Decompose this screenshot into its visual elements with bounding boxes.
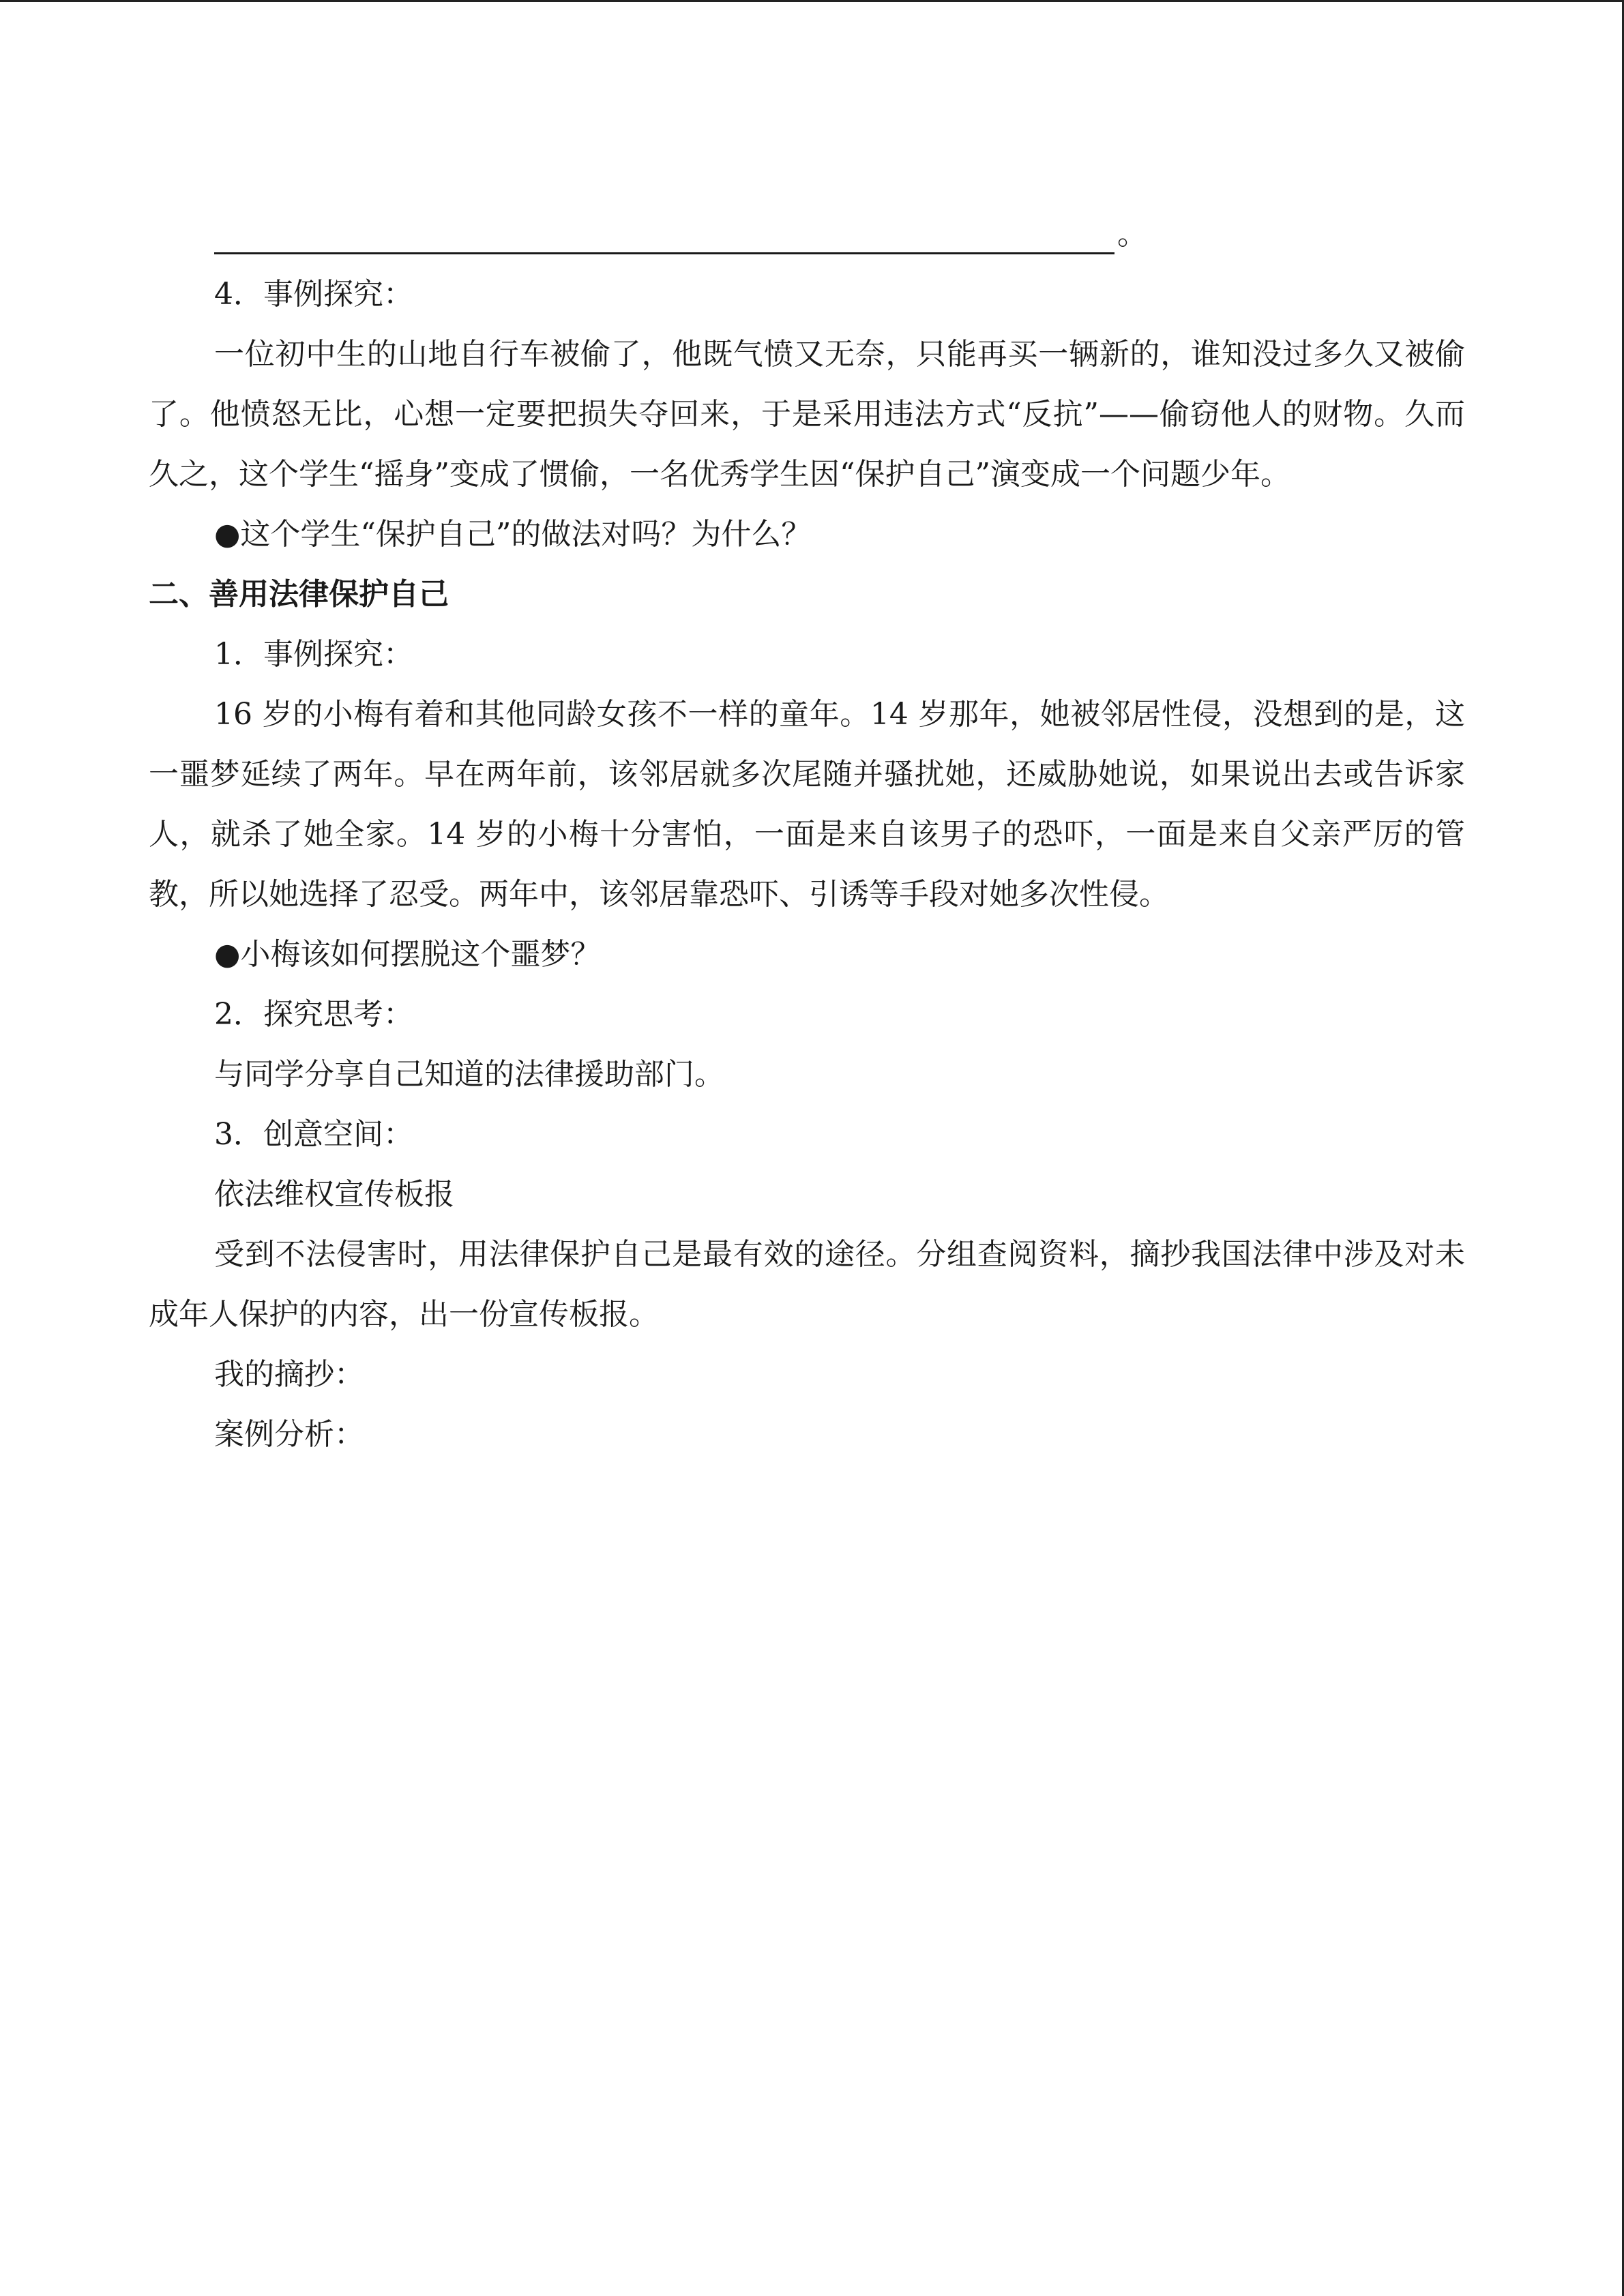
case-analysis-label: 案例分析：	[214, 1417, 364, 1452]
s2-item2-text: 与同学分享自己知道的法律援助部门。	[214, 1057, 724, 1092]
item4-question: ●这个学生“保护自己”的做法对吗？为什么？	[214, 517, 812, 552]
document-body	[149, 205, 1465, 1465]
s2-item2-label: 2．探究思考：	[214, 997, 413, 1032]
s2-item3-text: 受到不法侵害时，用法律保护自己是最有效的途径。分组查阅资料，摘抄我国法律中涉及对未成年人保护的内容，出一份宣传板报。	[149, 1237, 1465, 1332]
answer-blank-row	[149, 205, 1465, 265]
my-excerpt-label: 我的摘抄：	[214, 1357, 364, 1392]
s2-item1-label: 1．事例探究：	[214, 637, 413, 672]
s2-item1-question: ●小梅该如何摆脱这个噩梦？	[214, 937, 601, 972]
blank-end-mark: 。	[1117, 217, 1147, 252]
item4-label: 4．事例探究：	[214, 277, 413, 312]
item4-text: 一位初中生的山地自行车被偷了，他既气愤又无奈，只能再买一辆新的，谁知没过多久又被偷了。他愤怒无比，心想一定要把损失夺回来，于是采用违法方式“反抗”——偷窃他人的财物。久而久之，这个学生“摇身”变成了惯偷，一名优秀学生因“保护自己”演变成一个问题少年。	[149, 337, 1465, 492]
section2-title: 二、善用法律保护自己	[149, 577, 449, 612]
answer-blank-line[interactable]	[214, 252, 1114, 254]
s2-item3-label: 3．创意空间：	[214, 1117, 413, 1152]
s2-item1-text: 16 岁的小梅有着和其他同龄女孩不一样的童年。14 岁那年，她被邻居性侵，没想到的是，这一噩梦延续了两年。早在两年前，该邻居就多次尾随并骚扰她，还威胁她说，如果说出去或告诉家人，就杀了她全家。14 岁的小梅十分害怕，一面是来自该男子的恐吓，一面是来自父亲严厉的管教，所以她选择了忍受。两年中，该邻居靠恐吓、引诱等手段对她多次性侵。	[149, 697, 1465, 912]
s2-item3-subtitle: 依法维权宣传板报	[214, 1177, 454, 1212]
